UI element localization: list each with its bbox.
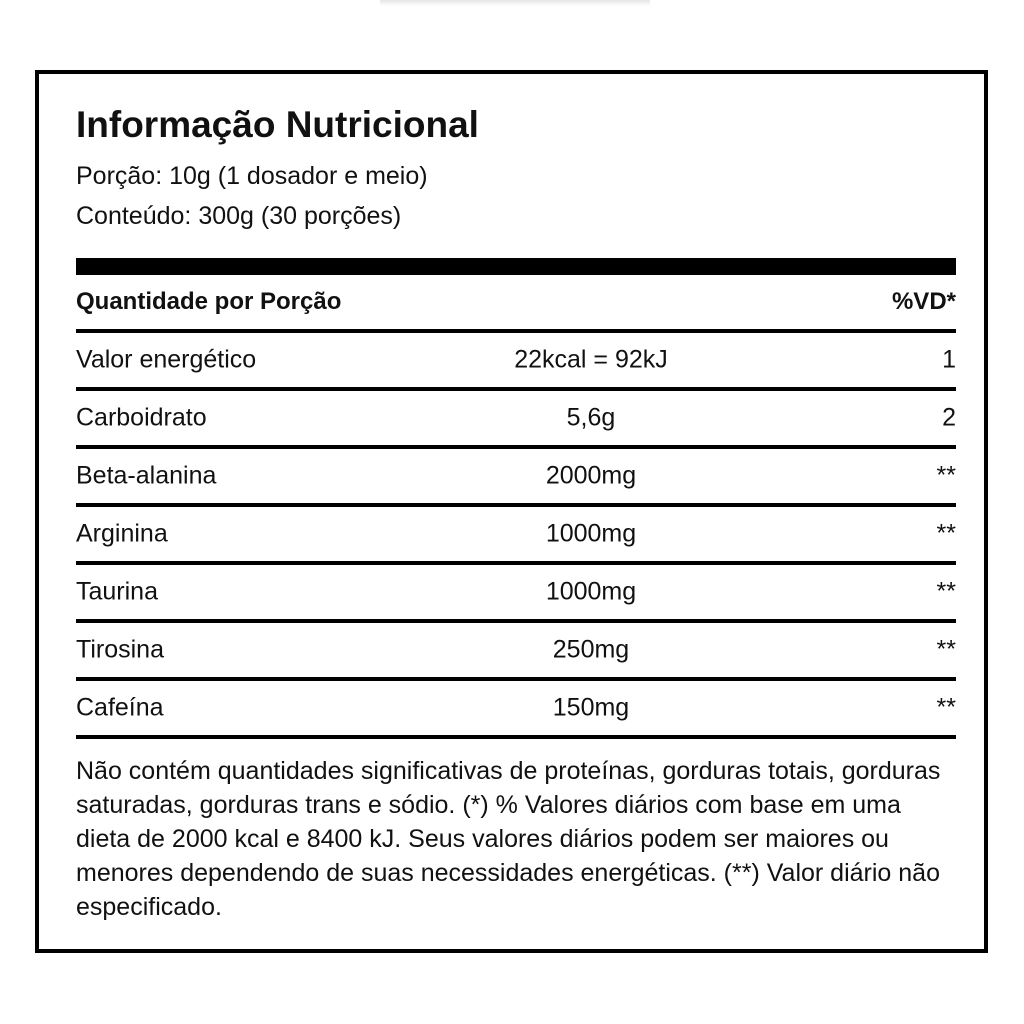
nutrient-name: Taurina — [76, 577, 158, 606]
nutrient-name: Arginina — [76, 519, 168, 548]
table-row — [76, 391, 956, 449]
nutrient-name: Tirosina — [76, 635, 164, 664]
nutrient-name: Carboidrato — [76, 403, 207, 432]
table-row — [76, 681, 956, 739]
nutrient-amount: 1000mg — [545, 519, 637, 548]
thick-divider — [76, 258, 956, 275]
nutrient-amount: 22kcal = 92kJ — [514, 345, 668, 374]
nutrient-name: Cafeína — [76, 693, 164, 722]
nutrient-amount: 150mg — [552, 693, 630, 722]
footnote-text: Não contém quantidades significativas de proteínas, gorduras totais, gorduras saturadas, gorduras trans e sódio. (*) % Valores diários com base em uma dieta de 2000 kcal e 8400 kJ. Seus valores diários podem ser maiores ou menores dependendo de suas necessidades energéticas. (**) Valor diário não especificado. — [76, 757, 941, 921]
nutrient-name: Beta-alanina — [76, 461, 217, 490]
nutrient-amount: 1000mg — [545, 577, 637, 606]
table-row — [76, 507, 956, 565]
nutrient-vd: 1 — [942, 345, 956, 374]
nutrient-vd: ** — [936, 461, 956, 490]
nutrient-vd: ** — [936, 577, 956, 606]
table-row — [76, 565, 956, 623]
nutrient-vd: ** — [936, 635, 956, 664]
header-vd-label: %VD* — [891, 288, 956, 315]
nutrient-name: Valor energético — [76, 345, 257, 374]
nutrient-amount: 250mg — [552, 635, 630, 664]
nutrient-amount: 2000mg — [545, 461, 637, 490]
nutrient-vd: ** — [936, 693, 956, 722]
nutrition-panel — [35, 70, 988, 953]
table-row — [76, 449, 956, 507]
nutrient-vd: 2 — [942, 403, 956, 432]
serving-size: Porção: 10g (1 dosador e meio) — [76, 162, 428, 190]
nutrition-table — [76, 275, 956, 739]
top-shadow — [380, 0, 650, 6]
table-header-row — [76, 275, 956, 333]
nutrient-amount: 5,6g — [566, 403, 616, 432]
nutrient-vd: ** — [936, 519, 956, 548]
panel-title: Informação Nutricional — [76, 104, 479, 145]
package-content: Conteúdo: 300g (30 porções) — [76, 202, 402, 230]
table-row — [76, 623, 956, 681]
header-quantity-label: Quantidade por Porção — [76, 288, 342, 315]
table-row — [76, 333, 956, 391]
